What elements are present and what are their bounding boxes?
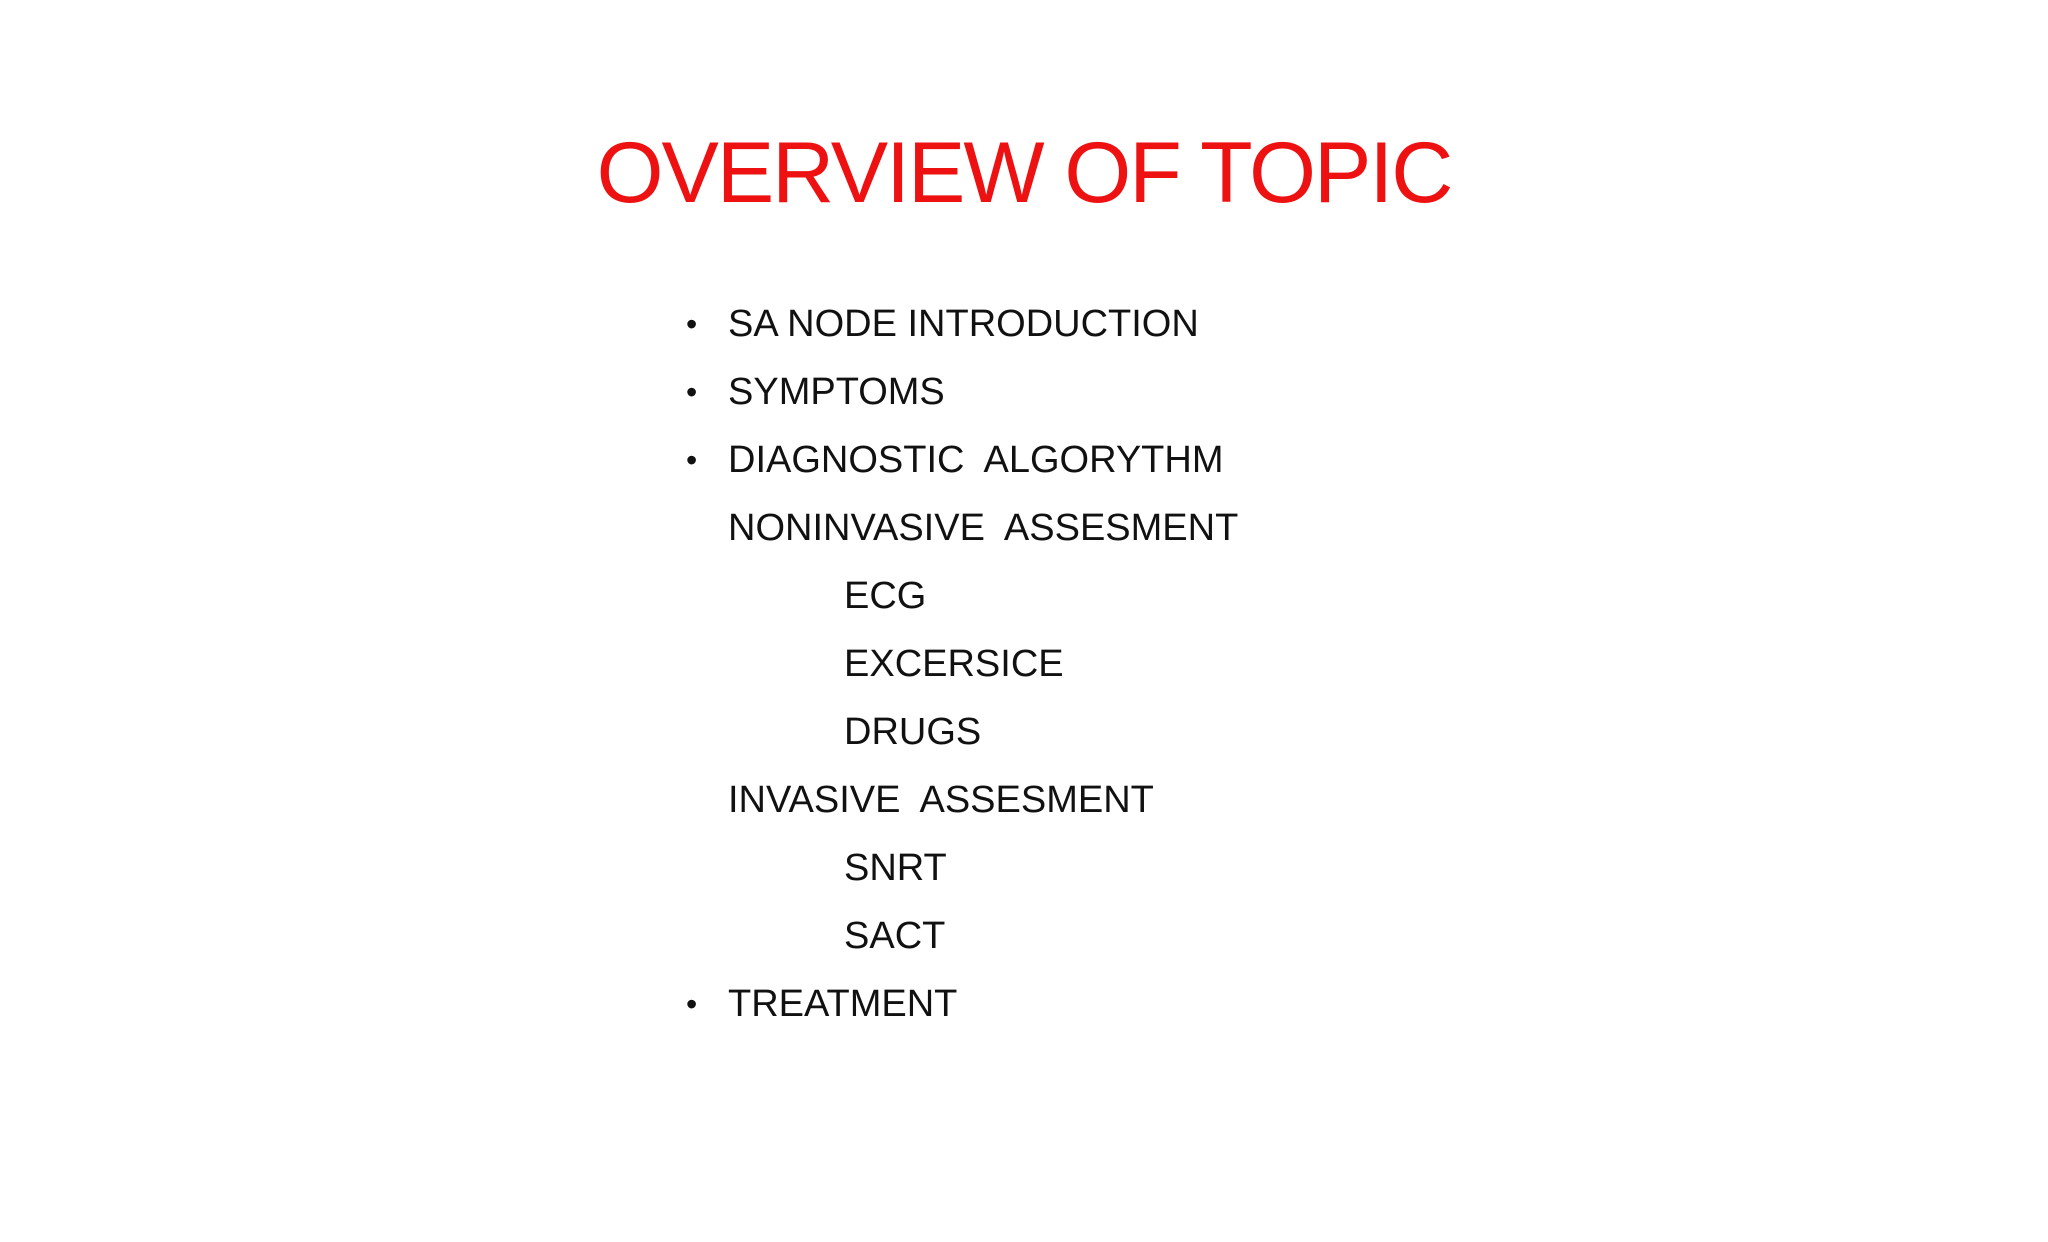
- outline-item-treatment: [686, 970, 958, 1038]
- outline-item-text: SA NODE INTRODUCTION: [728, 303, 1199, 345]
- bullet-icon: •: [686, 374, 698, 410]
- bullet-icon: •: [686, 986, 698, 1022]
- outline-item-ecg: [686, 562, 927, 630]
- slide-title: OVERVIEW OF TOPIC: [596, 125, 1452, 221]
- bullet-icon: •: [686, 442, 698, 478]
- outline-item-text: DIAGNOSTIC ALGORYTHM: [728, 439, 1224, 481]
- outline-item-text: DRUGS: [844, 711, 982, 753]
- outline-item-diagnostic-algorythm: [686, 426, 1224, 494]
- outline-item-sa-node-introduction: [686, 290, 1199, 358]
- outline-item-text: SNRT: [844, 847, 947, 889]
- outline-item-text: EXCERSICE: [844, 643, 1064, 685]
- topic-outline: [686, 290, 1239, 1038]
- outline-item-excersice: [686, 630, 1064, 698]
- outline-item-text: NONINVASIVE ASSESMENT: [728, 507, 1239, 549]
- outline-item-noninvasive-assesment: [686, 494, 1239, 562]
- bullet-icon: •: [686, 306, 698, 342]
- outline-item-text: INVASIVE ASSESMENT: [728, 779, 1154, 821]
- outline-item-text: TREATMENT: [728, 983, 958, 1025]
- outline-item-text: SACT: [844, 915, 946, 957]
- outline-item-snrt: [686, 834, 947, 902]
- outline-item-drugs: [686, 698, 982, 766]
- outline-item-text: ECG: [844, 575, 927, 617]
- outline-item-symptoms: [686, 358, 945, 426]
- outline-item-text: SYMPTOMS: [728, 371, 945, 413]
- outline-item-sact: [686, 902, 946, 970]
- outline-item-invasive-assesment: [686, 766, 1154, 834]
